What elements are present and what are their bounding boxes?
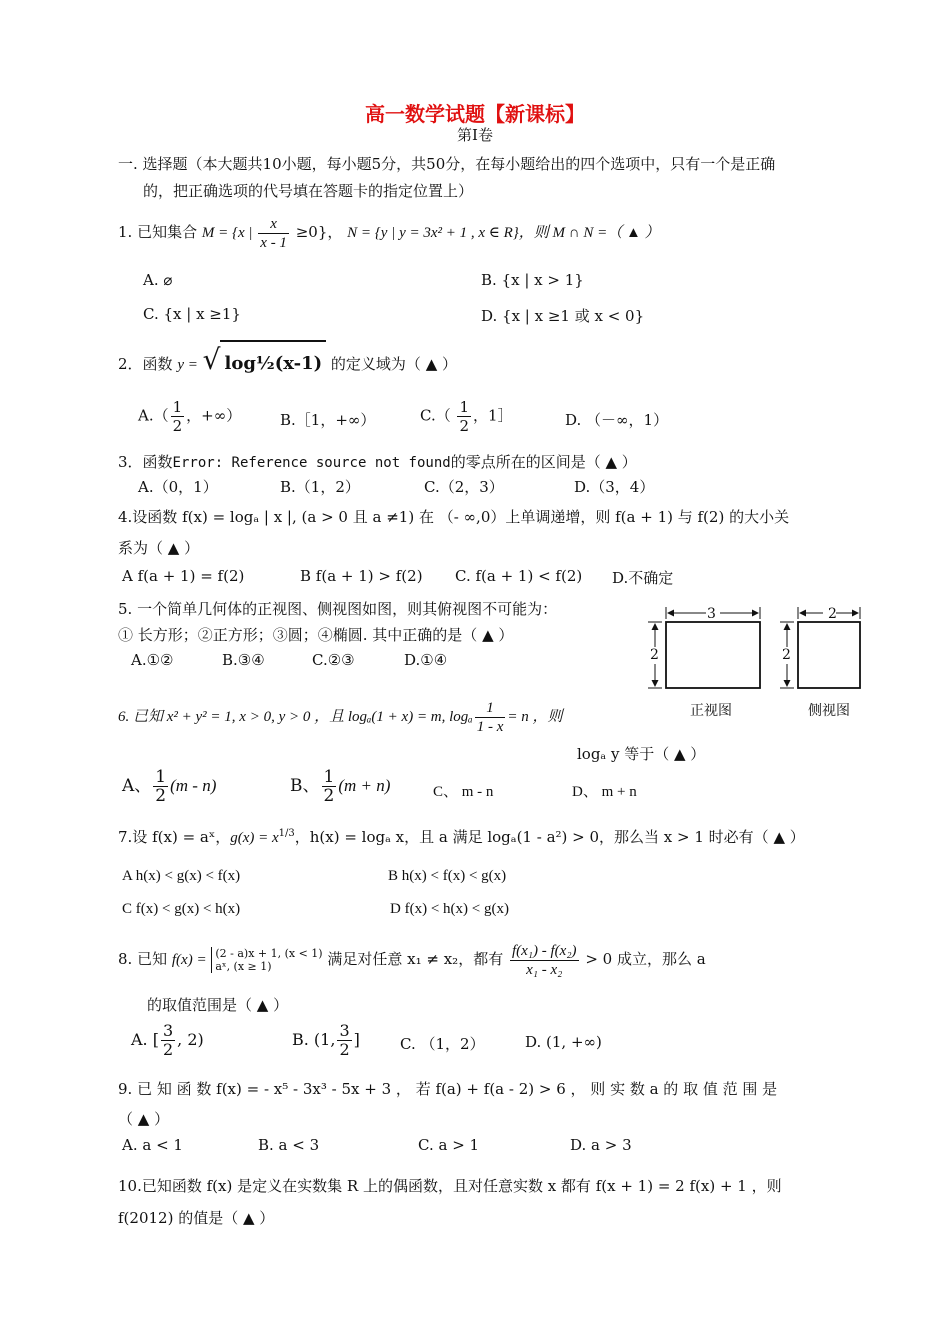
q1-prefix: 1. 已知集合 bbox=[118, 223, 198, 241]
q8-piece-2: aˣ, (x ≥ 1) bbox=[215, 960, 272, 973]
sqrt-icon: √ bbox=[202, 343, 221, 376]
q5-option-c: C.②③ bbox=[312, 651, 355, 669]
q8-piece-1: (2 - a)x + 1, (x < 1) bbox=[215, 947, 323, 960]
q8-middle: 满足对任意 x₁ ≠ x₂，都有 bbox=[327, 950, 504, 968]
q2-a-num: 1 bbox=[172, 398, 183, 416]
q3-prefix: 3．函数 bbox=[118, 453, 173, 471]
q7-option-b: B h(x) < f(x) < g(x) bbox=[388, 868, 507, 884]
q6-frac-num: 1 bbox=[475, 699, 506, 718]
q2-c-den: 2 bbox=[459, 417, 470, 435]
q6-a-pre: A、 bbox=[122, 776, 152, 796]
q3-option-d: D.（3，4） bbox=[574, 478, 655, 496]
q2-a-post: ，+∞） bbox=[186, 406, 242, 425]
q7-exponent: 1/3 bbox=[278, 828, 295, 839]
q2-c-fraction bbox=[457, 398, 471, 435]
q7-part-c: ，h(x) = logₐ x，且 a 满足 logₐ(1 - a²) > 0，那么当 x > 1 时必有（ ▲ ） bbox=[294, 828, 805, 846]
question-10-line2: f(2012) 的值是（ ▲ ） bbox=[118, 1209, 275, 1227]
q4-option-a: A f(a + 1) = f(2) bbox=[122, 567, 245, 585]
q8-fx: f(x) = bbox=[171, 952, 207, 968]
q8-option-a bbox=[131, 1022, 204, 1059]
q1-setM-num: x bbox=[258, 215, 289, 234]
q8-a-pre: A. [ bbox=[131, 1030, 159, 1049]
q7-option-d: D f(x) < h(x) < g(x) bbox=[390, 901, 509, 917]
q2-option-c bbox=[420, 398, 513, 435]
q6-option-d: D、 m + n bbox=[572, 784, 637, 800]
q8-b-fraction bbox=[337, 1022, 351, 1059]
question-9-line1: 9. 已 知 函 数 f(x) = - x⁵ - 3x³ - 5x + 3 ， 若 f(a) + f(a - 2) > 6 ， 则 实 数 a 的 取 值 范 围 是 bbox=[118, 1080, 778, 1098]
page-title: 高一数学试题【新课标】 bbox=[365, 102, 585, 126]
q2-a-pre: A.（ bbox=[138, 406, 169, 425]
q8-piecewise bbox=[211, 947, 322, 973]
q8-suffix: > 0 成立，那么 a bbox=[585, 950, 706, 968]
q3-error-text: Error: Reference source not found bbox=[172, 455, 451, 471]
q1-setM-a: M = {x | bbox=[201, 225, 257, 241]
q8-b-num: 3 bbox=[339, 1021, 350, 1040]
front-view-caption: 正视图 bbox=[690, 703, 732, 719]
q9-option-c: C. a > 1 bbox=[418, 1136, 480, 1154]
q2-c-num: 1 bbox=[459, 398, 470, 416]
q1-setN: N = {y | y = 3x² + 1 , x ∈ R}，则 M ∩ N =（ ▲ ） bbox=[347, 225, 660, 241]
question-6-stem bbox=[118, 696, 562, 737]
q4-option-c: C. f(a + 1) < f(2) bbox=[455, 567, 583, 585]
q8-frac-num: f(x₁) - f(x₂) bbox=[511, 942, 577, 959]
q2-option-a bbox=[138, 398, 241, 435]
q6-b-fraction bbox=[322, 768, 337, 805]
question-5-line1: 5. 一个简单几何体的正视图、侧视图如图，则其俯视图不可能为： bbox=[118, 600, 558, 618]
q3-option-a: A.（0，1） bbox=[138, 478, 218, 496]
q2-option-b: B.［1，+∞） bbox=[280, 411, 376, 429]
q8-option-d: D. (1, +∞) bbox=[525, 1033, 602, 1051]
q3-option-b: B.（1，2） bbox=[280, 478, 360, 496]
q8-a-den: 2 bbox=[162, 1040, 174, 1059]
q5-option-d: D.①④ bbox=[404, 651, 448, 669]
question-4-line1: 4.设函数 f(x) = logₐ | x |, (a > 0 且 a ≠1) 在 （- ∞,0）上单调递增，则 f(a + 1) 与 f(2) 的大小关 bbox=[118, 508, 790, 526]
q6-option-b bbox=[290, 768, 390, 805]
q9-option-a: A. a < 1 bbox=[122, 1136, 183, 1154]
q8-a-fraction bbox=[161, 1022, 175, 1059]
q8-b-post: ] bbox=[353, 1030, 360, 1049]
q2-a-fraction bbox=[171, 398, 185, 435]
side-view-rectangle bbox=[798, 622, 860, 688]
section-instructions-line2: 的，把正确选项的代号填在答题卡的指定位置上） bbox=[143, 182, 474, 200]
q6-suffix: = n ，则 bbox=[507, 709, 563, 725]
q2-a-den: 2 bbox=[172, 417, 183, 435]
q6-b-den: 2 bbox=[323, 786, 335, 806]
q6-frac-den: 1 - x bbox=[476, 718, 504, 735]
question-10-line1: 10.已知函数 f(x) 是定义在实数集 R 上的偶函数，且对任意实数 x 都有 f(x + 1) = 2 f(x) + 1 ，则 bbox=[118, 1177, 782, 1195]
q1-option-a: A. ⌀ bbox=[143, 271, 173, 289]
side-view-caption: 侧视图 bbox=[808, 703, 850, 719]
q6-a-fraction bbox=[153, 768, 168, 805]
q9-option-d: D. a > 3 bbox=[570, 1136, 632, 1154]
q8-b-pre: B. (1, bbox=[292, 1030, 336, 1049]
question-1-stem bbox=[118, 212, 660, 253]
q6-b-post: (m + n) bbox=[338, 776, 391, 795]
side-height-label: 2 bbox=[782, 647, 791, 663]
question-3-stem bbox=[118, 451, 637, 472]
question-2-stem bbox=[118, 338, 457, 387]
q6-a-num: 1 bbox=[155, 767, 167, 787]
question-7-stem bbox=[118, 826, 805, 847]
q8-a-num: 3 bbox=[162, 1021, 174, 1040]
question-5-line2: ① 长方形；②正方形；③圆；④椭圆. 其中正确的是（ ▲ ） bbox=[118, 626, 514, 644]
q6-b-pre: B、 bbox=[290, 776, 320, 796]
q1-option-d: D. {x | x ≥1 或 x < 0} bbox=[481, 307, 645, 325]
front-view bbox=[648, 607, 760, 688]
section-subtitle: 第Ⅰ卷 bbox=[457, 126, 493, 144]
q8-a-post: , 2) bbox=[177, 1030, 204, 1049]
q7-part-b: g(x) = x bbox=[230, 830, 279, 846]
question-9-line2: （ ▲ ） bbox=[118, 1110, 170, 1128]
front-width-label: 3 bbox=[707, 606, 716, 622]
q1-setM-b: ≥0}， bbox=[295, 223, 343, 241]
question-6-line2: logₐ y 等于（ ▲ ） bbox=[577, 745, 706, 763]
question-8-stem bbox=[118, 936, 706, 983]
q4-option-d: D.不确定 bbox=[612, 569, 674, 587]
q8-option-b bbox=[292, 1022, 360, 1059]
q1-option-b: B. {x | x > 1} bbox=[481, 271, 584, 289]
q7-part-a: 7.设 f(x) = aˣ， bbox=[118, 828, 231, 846]
q1-option-c: C. {x | x ≥1} bbox=[143, 305, 241, 323]
q9-option-b: B. a < 3 bbox=[258, 1136, 320, 1154]
q3-suffix: 的零点所在的区间是（ ▲ ） bbox=[450, 453, 637, 471]
q5-option-a: A.①② bbox=[131, 651, 174, 669]
q8-prefix: 8. 已知 bbox=[118, 950, 168, 968]
side-width-label: 2 bbox=[828, 606, 837, 622]
q2-option-d: D. （－∞，1） bbox=[565, 411, 669, 429]
q1-setM-fraction bbox=[258, 215, 289, 252]
q7-option-c: C f(x) < g(x) < h(x) bbox=[122, 901, 241, 917]
q5-option-b: B.③④ bbox=[222, 651, 265, 669]
q6-b-num: 1 bbox=[323, 767, 335, 787]
q2-sqrt-content: log½(x-1) bbox=[220, 340, 326, 386]
front-height-label: 2 bbox=[650, 647, 659, 663]
q2-prefix: 2．函数 bbox=[118, 355, 173, 373]
q6-option-c: C、 m - n bbox=[433, 784, 494, 800]
front-view-rectangle bbox=[666, 622, 760, 688]
q2-c-post: ，1］ bbox=[473, 406, 513, 425]
question-4-line2: 系为（ ▲ ） bbox=[118, 539, 200, 557]
q3-option-c: C.（2，3） bbox=[424, 478, 504, 496]
q6-a-den: 2 bbox=[155, 786, 167, 806]
q2-suffix: 的定义域为（ ▲ ） bbox=[330, 355, 457, 373]
q8-fraction bbox=[510, 942, 579, 979]
q8-frac-den: x₁ - x₂ bbox=[526, 961, 563, 978]
question-8-line2: 的取值范围是（ ▲ ） bbox=[147, 996, 289, 1014]
q7-option-a: A h(x) < g(x) < f(x) bbox=[122, 868, 241, 884]
q8-option-c: C. （1，2） bbox=[400, 1035, 485, 1053]
q2-c-pre: C.（ bbox=[420, 406, 456, 425]
side-view bbox=[780, 607, 860, 688]
q6-prefix: 6. 已知 x² + y² = 1, x > 0, y > 0 ，且 logₐ(1 + x) = m, logₐ bbox=[118, 709, 473, 725]
q6-fraction bbox=[475, 699, 506, 736]
q4-option-b: B f(a + 1) > f(2) bbox=[300, 567, 423, 585]
q6-option-a bbox=[122, 768, 216, 805]
q1-setM-den: x - 1 bbox=[260, 234, 287, 251]
q8-b-den: 2 bbox=[339, 1040, 350, 1059]
q6-a-post: (m - n) bbox=[170, 776, 217, 795]
section-instructions-line1: 一. 选择题（本大题共10小题，每小题5分，共50分，在每小题给出的四个选项中，只有一个是正确 bbox=[118, 155, 776, 173]
q2-func: y = bbox=[177, 357, 198, 373]
